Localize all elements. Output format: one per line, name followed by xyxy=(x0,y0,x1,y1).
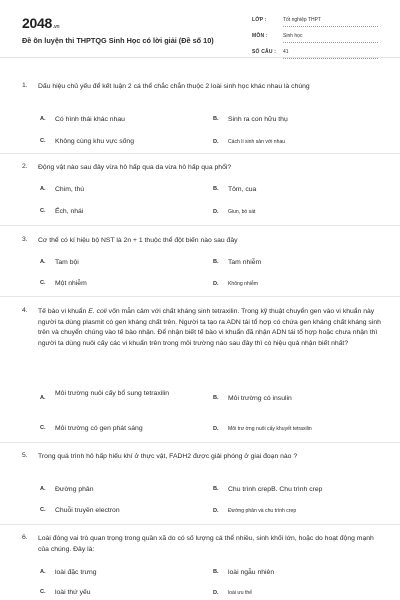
meta-value: Sinh học xyxy=(283,33,303,39)
option-letter: D. xyxy=(213,281,219,287)
option-text: Môi trường nuôi cấy bổ sung tetraxilin xyxy=(55,390,170,397)
option-text: Không nhiễm xyxy=(228,281,259,287)
question-text: Trong quá trình hô hấp hiếu khí ở thực vật, FADH2 được giải phóng ở giai đoạn nào ? xyxy=(38,453,298,460)
question-text: Cơ thể có kí hiệu bộ NST là 2n + 1 thuộc thể đột biến nào sau đây xyxy=(38,237,238,244)
option-letter: B. xyxy=(213,186,219,192)
option-text: loài thứ yếu xyxy=(55,589,91,596)
meta-underline xyxy=(283,26,378,27)
question-number: 6. xyxy=(22,534,28,541)
question-text: Loài đóng vai trò quan trọng trong quần xã do có số lượng cá thể nhiều, sinh khối lớn, hoặc do hoạt động mạnh của chúng. Đây là: xyxy=(38,535,374,553)
question-text-start: Tế bào vi khuẩn xyxy=(38,308,89,315)
meta-row-subject xyxy=(252,30,378,46)
option-text: Đường phân xyxy=(55,486,94,493)
question-number: 1. xyxy=(22,82,28,89)
option-text: Tôm, cua xyxy=(228,186,257,193)
question-number: 5. xyxy=(22,452,28,459)
option-text: Không cùng khu vực sống xyxy=(55,138,134,145)
option-letter: D. xyxy=(213,139,219,145)
meta-row-count xyxy=(252,46,378,62)
question-divider xyxy=(0,225,400,226)
document-title: Đề ôn luyện thi THPTQG Sinh Học có lời giải (Đề số 10) xyxy=(22,36,214,45)
question-text-rest: vốn mẫn cảm với chất kháng sinh tetraxilin. Trong kỹ thuật chuyển gen vào vi khuẩn này người ta dùng plasmit có gen kháng chất trên. Người ta tạo ra ADN tái tổ hợp có chứa gen kháng chất kháng sinh trên và chuyển chúng vào tế bào nhận. Để nhận biết tế bào vi khuẩn đã nhận ADN tái tổ hợp hoặc chưa nhận thì người ta dùng nuôi cấy các vi khuẩn trên trong môi trường nào sau đây thì có hiệu quả nhận biết nhất? xyxy=(38,308,381,348)
option-letter: C. xyxy=(40,589,46,595)
option-letter: B. xyxy=(213,569,219,575)
header-divider xyxy=(0,57,400,58)
option-text: Giun, bò sát xyxy=(228,209,256,215)
option-letter: A. xyxy=(40,395,46,401)
option-letter: C. xyxy=(40,138,46,144)
option-text: Chuỗi truyền electron xyxy=(55,507,120,514)
question-divider xyxy=(0,296,400,297)
meta-label: MÔN : xyxy=(252,33,268,39)
option-text: Có hình thái khác nhau xyxy=(55,116,125,123)
option-letter: A. xyxy=(40,116,46,122)
option-text: Tam bội xyxy=(55,259,79,266)
option-letter: B. xyxy=(213,486,219,492)
option-text: Ếch, nhái xyxy=(55,208,84,215)
question-text: Dấu hiệu chủ yếu để kết luận 2 cá thể chắc chắn thuộc 2 loài sinh học khác nhau là chúng xyxy=(38,83,310,90)
option-letter: A. xyxy=(40,486,46,492)
option-text: Môi trường có insulin xyxy=(228,395,292,402)
question-divider xyxy=(0,442,400,443)
option-letter: D. xyxy=(213,209,219,215)
option-text: Sinh ra con hữu thụ xyxy=(228,116,288,123)
option-letter: C. xyxy=(40,280,46,286)
meta-value: 41 xyxy=(283,49,289,55)
option-letter: C. xyxy=(40,425,46,431)
option-text: loài đặc trưng xyxy=(55,569,97,576)
meta-label: SỐ CÂU : xyxy=(252,49,277,55)
option-text: Chu trình crepB. Chu trình crep xyxy=(228,486,323,493)
option-letter: A. xyxy=(40,186,46,192)
question-text xyxy=(38,307,384,350)
option-text: loài ngẫu nhiên xyxy=(228,569,275,576)
option-text: Một nhiễm xyxy=(55,280,87,287)
meta-row-class xyxy=(252,14,378,30)
question-number: 3. xyxy=(22,236,28,243)
option-text: loài ưu thế xyxy=(228,590,253,596)
meta-underline xyxy=(283,42,378,43)
question-divider xyxy=(0,524,400,525)
option-letter: C. xyxy=(40,507,46,513)
option-text: Môi trường có gen phát sáng xyxy=(55,425,143,432)
question-number: 2. xyxy=(22,163,28,170)
question-text: Động vật nào sau đây vừa hô hấp qua da vừa hô hấp qua phổi? xyxy=(38,164,232,171)
option-letter: D. xyxy=(213,508,219,514)
option-text: Cách li sinh sản với nhau xyxy=(228,139,286,145)
exam-meta xyxy=(252,14,378,62)
option-letter: B. xyxy=(213,259,219,265)
meta-underline xyxy=(283,58,378,59)
question-divider xyxy=(0,153,400,154)
option-letter: D. xyxy=(213,590,219,596)
logo-suffix: .vn xyxy=(52,24,60,30)
option-letter: B. xyxy=(213,116,219,122)
site-logo[interactable] xyxy=(22,15,59,31)
option-letter: A. xyxy=(40,569,46,575)
option-letter: D. xyxy=(213,426,219,432)
option-text: Đường phân và chu trình crep xyxy=(228,508,297,514)
species-name: E. coli xyxy=(88,308,107,315)
option-letter: B. xyxy=(213,395,219,401)
question-number: 4. xyxy=(22,307,28,314)
option-text: Tam nhiễm xyxy=(228,259,262,266)
meta-value: Tốt nghiệp THPT xyxy=(283,17,321,23)
meta-label: LỚP : xyxy=(252,17,267,23)
option-text: Chim, thú xyxy=(55,186,85,193)
option-letter: A. xyxy=(40,259,46,265)
logo-text: 2048 xyxy=(22,15,52,31)
option-text: Môi trư ờng nuôi cấy khuyết tetraxilin xyxy=(228,426,312,432)
option-letter: C. xyxy=(40,208,46,214)
